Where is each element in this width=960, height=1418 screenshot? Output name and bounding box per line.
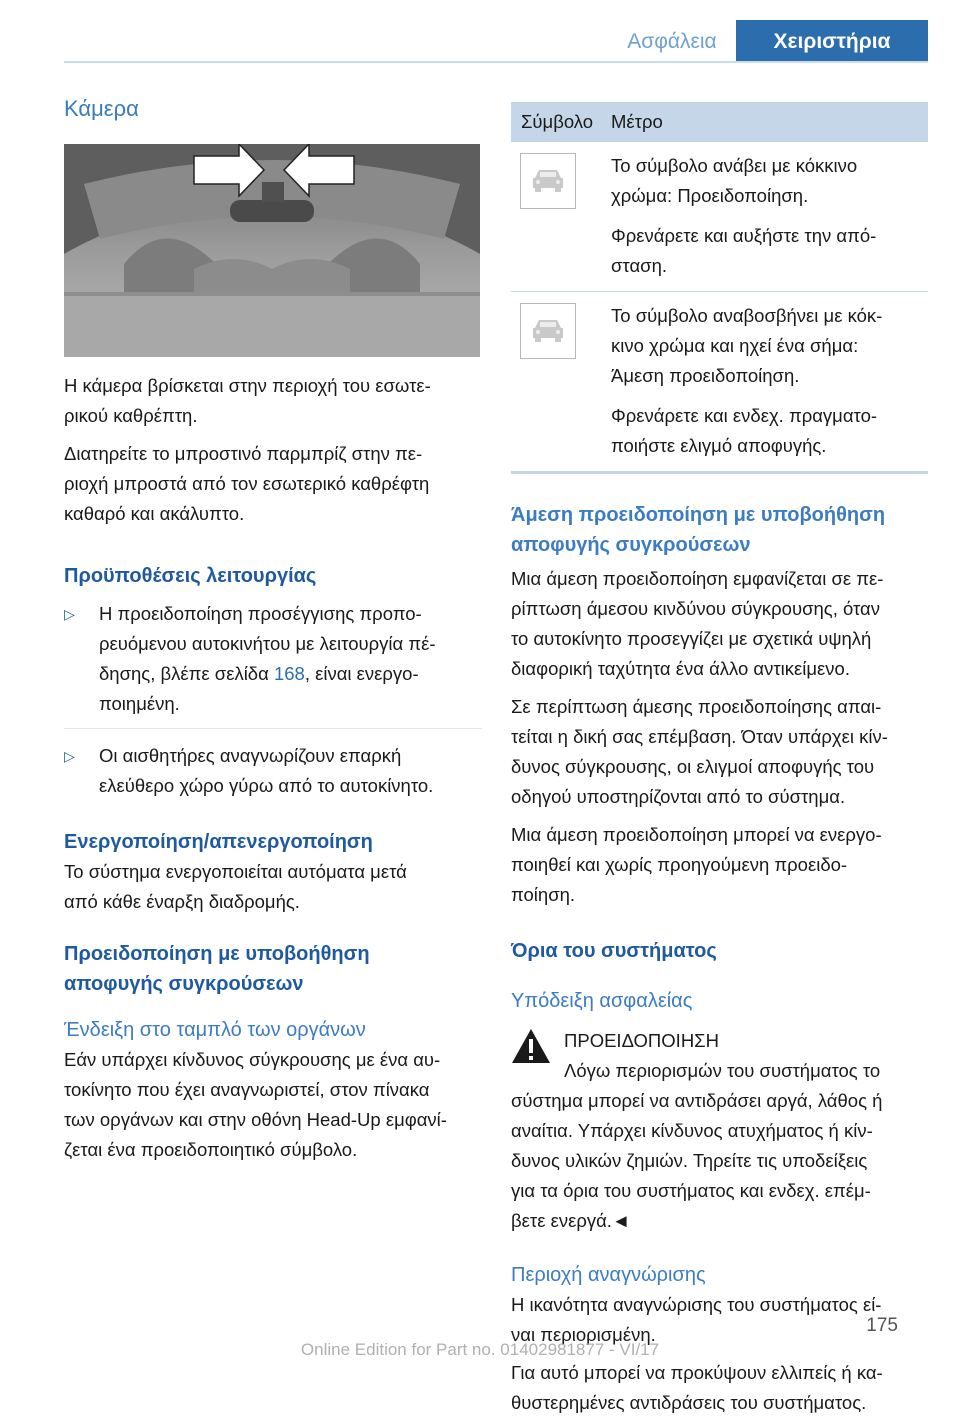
measure-text: Το σύμβολο αναβοσβήνει με κόκ- κινο χρώμα και ηχεί ένα σήμα: Άμεση προειδοποίηση. [611,305,883,386]
detection-text-1: Η ικανότητα αναγνώρισης του συστήματος εί- ναι περιορισμένη. [511,1294,882,1345]
display-text: Εάν υπάρχει κίνδυνος σύγκρουσης με ένα αυ- τοκίνητο που έχει αναγνωριστεί, στον πίνακα των οργάνων και στην οθόνη Head-Up εμφανί- ζεται ένα προειδοποιητικό σύμβολο. [64,1049,447,1160]
activation-title: Ενεργοποίηση/απενεργοποίηση [64,831,373,853]
table-row [511,292,928,471]
measure-text: Φρενάρετε και ενδεχ. πραγματο- ποιήστε ελιγμό αποφυγής. [611,405,878,456]
warning-label: ΠΡΟΕΙΔΟΠΟΙΗΣΗ [564,1030,719,1051]
detection-text-2: Για αυτό μπορεί να προκύψουν ελλιπείς ή κα- θυστερημένες αντιδράσεις του συστήματος. [511,1362,883,1413]
header-divider [64,61,928,63]
warning-title: Προειδοποίηση με υποβοήθηση αποφυγής συγκρούσεων [64,943,370,995]
divider [64,728,482,729]
camera-keep-clean-text: Διατηρείτε το μπροστινό παρμπρίζ στην πε- ριοχή μπροστά από τον εσωτερικό καθρέφτη καθαρό και ακάλυπτο. [64,443,430,524]
measure-text: Το σύμβολο ανάβει με κόκκινο χρώμα: Προειδοποίηση. [611,155,858,206]
display-title: Ένδειξη στο ταμπλό των οργάνων [64,1019,366,1041]
list-item: ▷ Οι αισθητήρες αναγνωρίζουν επαρκή ελεύθερο χώρο γύρω από το αυτοκίνητο. [64,741,482,801]
car-warning-symbol-icon [520,153,576,209]
warning-text: σύστημα μπορεί να αντιδράσει αργά, λάθος ή αναίτια. Υπάρχει κίνδυνος ατυχήματος ή κίν- δυνος υλικών ζημιών. Τηρείτε τις υποδείξεις για τα όρια του συστήματος και ενδεχ. επέμ- βετε ενεργά.◄ [511,1090,883,1231]
safety-warning [511,1026,928,1236]
system-limits-title: Όρια του συστήματος [511,940,717,962]
safety-note-title: Υπόδειξη ασφαλείας [511,990,693,1012]
camera-location-photo [64,144,480,357]
right-column [511,102,928,1418]
measure-text: Φρενάρετε και αυξήστε την από- σταση. [611,225,877,276]
warning-text-line: Λόγω περιορισμών του συστήματος το [564,1060,881,1081]
triangle-bullet-icon: ▷ [64,606,75,622]
edition-footer: Online Edition for Part no. 01402981877 - VI/17 [300,1340,660,1359]
prerequisites-title: Προϋποθέσεις λειτουργίας [64,565,317,587]
page-link[interactable]: 168 [273,663,305,684]
triangle-bullet-icon: ▷ [64,748,75,764]
immediate-text-1: Μια άμεση προειδοποίηση εμφανίζεται σε πε- ρίπτωση άμεσου κινδύνου σύγκρουσης, όταν το αυτοκίνητο προσεγγίζει με σχετικά υψηλή διαφορική ταχύτητα ένα άλλο αντικείμενο. [511,568,884,679]
activation-text: Το σύστημα ενεργοποιείται αυτόματα μετά από κάθε έναρξη διαδρομής. [64,861,407,912]
immediate-text-3: Μια άμεση προειδοποίηση μπορεί να ενεργο- ποιηθεί και χωρίς προηγούμενη προειδο- ποίηση. [511,824,882,905]
immediate-warning-title: Άμεση προειδοποίηση με υποβοήθηση αποφυγής συγκρούσεων [511,504,886,556]
car-warning-symbol-icon [520,303,576,359]
table-row [511,142,928,292]
col-measure-header: Μέτρο [611,111,663,132]
detection-area-title: Περιοχή αναγνώρισης [511,1264,706,1286]
table-header [511,102,928,142]
tab-controls[interactable]: Χειριστήρια [736,20,928,62]
tab-safety[interactable]: Ασφάλεια [627,30,717,53]
warning-triangle-icon [511,1028,551,1064]
immediate-text-2: Σε περίπτωση άμεσης προειδοποίησης απαι- τείται η δική σας επέμβαση. Όταν υπάρχει κίν- δυνος σύγκρουσης, οι ελιγμοί αποφυγής του οδηγού υποστηρίζονται από το σύστημα. [511,696,888,807]
camera-title: Κάμερα [64,96,139,121]
page-number: 175 [866,1315,898,1336]
left-column [64,96,482,1165]
list-item: ▷ Η προειδοποίηση προσέγγισης προπο- ρευόμενου αυτοκινήτου με λειτουργία πέ- δησης, βλέπε σελίδα 168, είναι ενεργο- ποιημένη. [64,599,482,719]
col-symbol-header: Σύμβολο [521,111,594,132]
camera-location-text: Η κάμερα βρίσκεται στην περιοχή του εσωτε- ρικού καθρέπτη. [64,375,431,426]
